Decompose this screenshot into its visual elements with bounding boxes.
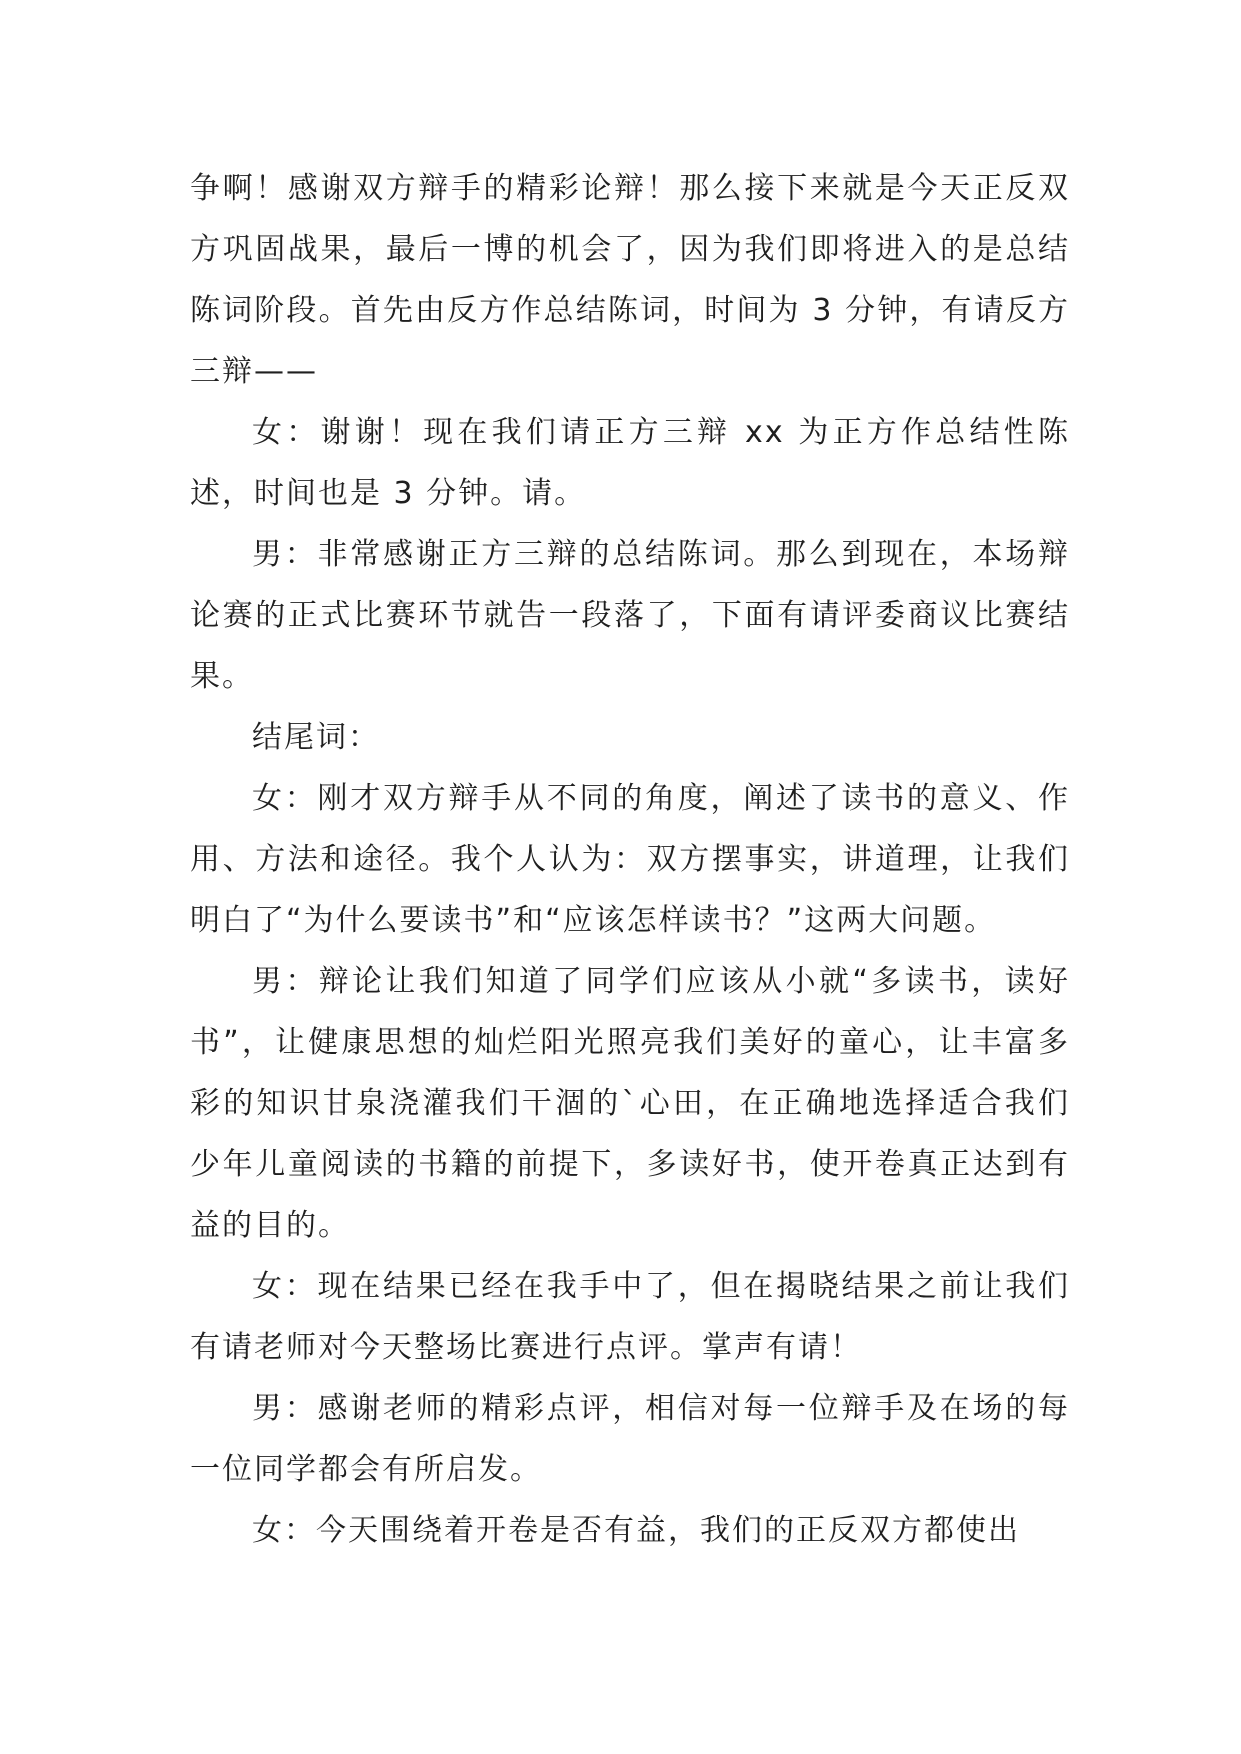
paragraph-4: 结尾词： xyxy=(252,720,380,755)
paragraph-6: 男：辩论让我们知道了同学们应该从小就“多读书，读好书”，让健康思想的灿烂阳光照亮我们美好的童心，让丰富多彩的知识甘泉浇灌我们干涸的`心田，在正确地选择适合我们少年儿童阅读的书籍的前提下，多读好书，使开卷真正达到有益的目的。 xyxy=(190,964,1070,1243)
paragraph-2: 女：谢谢！现在我们请正方三辩 xx 为正方作总结性陈述，时间也是 3 分钟。请。 xyxy=(190,415,1070,511)
paragraph-7: 女：现在结果已经在我手中了，但在揭晓结果之前让我们有请老师对今天整场比赛进行点评。掌声有请！ xyxy=(190,1269,1070,1365)
paragraph-9: 女：今天围绕着开卷是否有益，我们的正反双方都使出 xyxy=(252,1513,1020,1548)
paragraph-5: 女：刚才双方辩手从不同的角度，阐述了读书的意义、作用、方法和途径。我个人认为：双方摆事实，讲道理，让我们明白了“为什么要读书”和“应该怎样读书？”这两大问题。 xyxy=(190,781,1070,938)
paragraph-3: 男：非常感谢正方三辩的总结陈词。那么到现在，本场辩论赛的正式比赛环节就告一段落了，下面有请评委商议比赛结果。 xyxy=(190,537,1070,694)
paragraph-1: 争啊！感谢双方辩手的精彩论辩！那么接下来就是今天正反双方巩固战果，最后一博的机会了，因为我们即将进入的是总结陈词阶段。首先由反方作总结陈词，时间为 3 分钟，有请反方三辩—— xyxy=(190,171,1070,389)
paragraph-8: 男：感谢老师的精彩点评，相信对每一位辩手及在场的每一位同学都会有所启发。 xyxy=(190,1391,1070,1487)
document-body xyxy=(190,158,1070,1561)
